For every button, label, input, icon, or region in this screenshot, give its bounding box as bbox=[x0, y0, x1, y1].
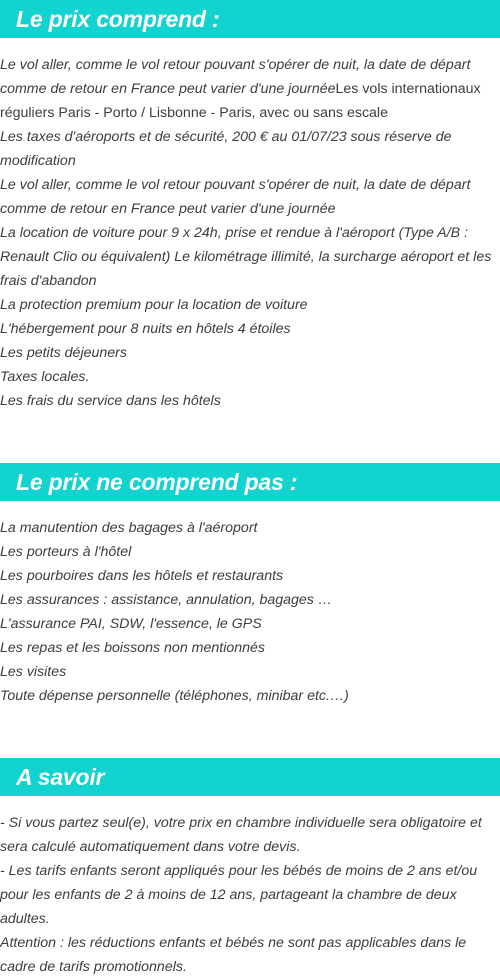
list-item: Taxes locales. bbox=[0, 369, 90, 385]
good-to-know-text bbox=[0, 811, 500, 979]
list-item: La manutention des bagages à l'aéroport bbox=[0, 520, 258, 536]
list-item: Les visites bbox=[0, 664, 67, 680]
excludes-list bbox=[0, 516, 500, 708]
list-item: Les petits déjeuners bbox=[0, 345, 127, 361]
list-item: Les porteurs à l'hôtel bbox=[0, 544, 132, 560]
section-header-good-to-know bbox=[0, 758, 500, 796]
list-item: La location de voiture pour 9 x 24h, prise et rendue à l'aéroport (Type A/B : Renault Clio ou équivalent) Le kilométrage illimité, la surcharge aéroport et les frais d'abandon bbox=[0, 225, 492, 289]
list-item: Le vol aller, comme le vol retour pouvant s'opérer de nuit, la date de départ comme de retour en France peut varier d'une journéeLes vols internationaux réguliers Paris - Porto / Lisbonne - Paris, avec ou sans escale bbox=[0, 57, 481, 121]
list-item: Les pourboires dans les hôtels et restaurants bbox=[0, 568, 284, 584]
paragraph: - Si vous partez seul(e), votre prix en chambre individuelle sera obligatoire et sera calculé automatiquement dans votre devis. bbox=[0, 815, 482, 855]
includes-list bbox=[0, 53, 500, 413]
list-item: Les repas et les boissons non mentionnés bbox=[0, 640, 265, 656]
section-title-includes: Le prix comprend : bbox=[16, 6, 220, 32]
section-title-excludes: Le prix ne comprend pas : bbox=[16, 469, 298, 495]
paragraph: - Les tarifs enfants seront appliqués pour les bébés de moins de 2 ans et/ou pour les enfants de 2 à moins de 12 ans, partageant la chambre de deux adultes. bbox=[0, 863, 478, 927]
list-item: Toute dépense personnelle (téléphones, minibar etc.…) bbox=[0, 688, 349, 704]
list-item: Les frais du service dans les hôtels bbox=[0, 393, 221, 409]
section-header-excludes bbox=[0, 463, 500, 501]
section-header-includes bbox=[0, 0, 500, 38]
list-item: Les taxes d'aéroports et de sécurité, 200 € au 01/07/23 sous réserve de modification bbox=[0, 129, 452, 169]
list-item: L'assurance PAI, SDW, l'essence, le GPS bbox=[0, 616, 262, 632]
list-item: Le vol aller, comme le vol retour pouvant s'opérer de nuit, la date de départ comme de retour en France peut varier d'une journée bbox=[0, 177, 471, 217]
list-item: La protection premium pour la location de voiture bbox=[0, 297, 308, 313]
list-item: L'hébergement pour 8 nuits en hôtels 4 étoiles bbox=[0, 321, 291, 337]
paragraph: Attention : les réductions enfants et bébés ne sont pas applicables dans le cadre de tarifs promotionnels. bbox=[0, 935, 467, 975]
section-title-good-to-know: A savoir bbox=[16, 764, 105, 790]
list-item: Les assurances : assistance, annulation, bagages … bbox=[0, 592, 333, 608]
